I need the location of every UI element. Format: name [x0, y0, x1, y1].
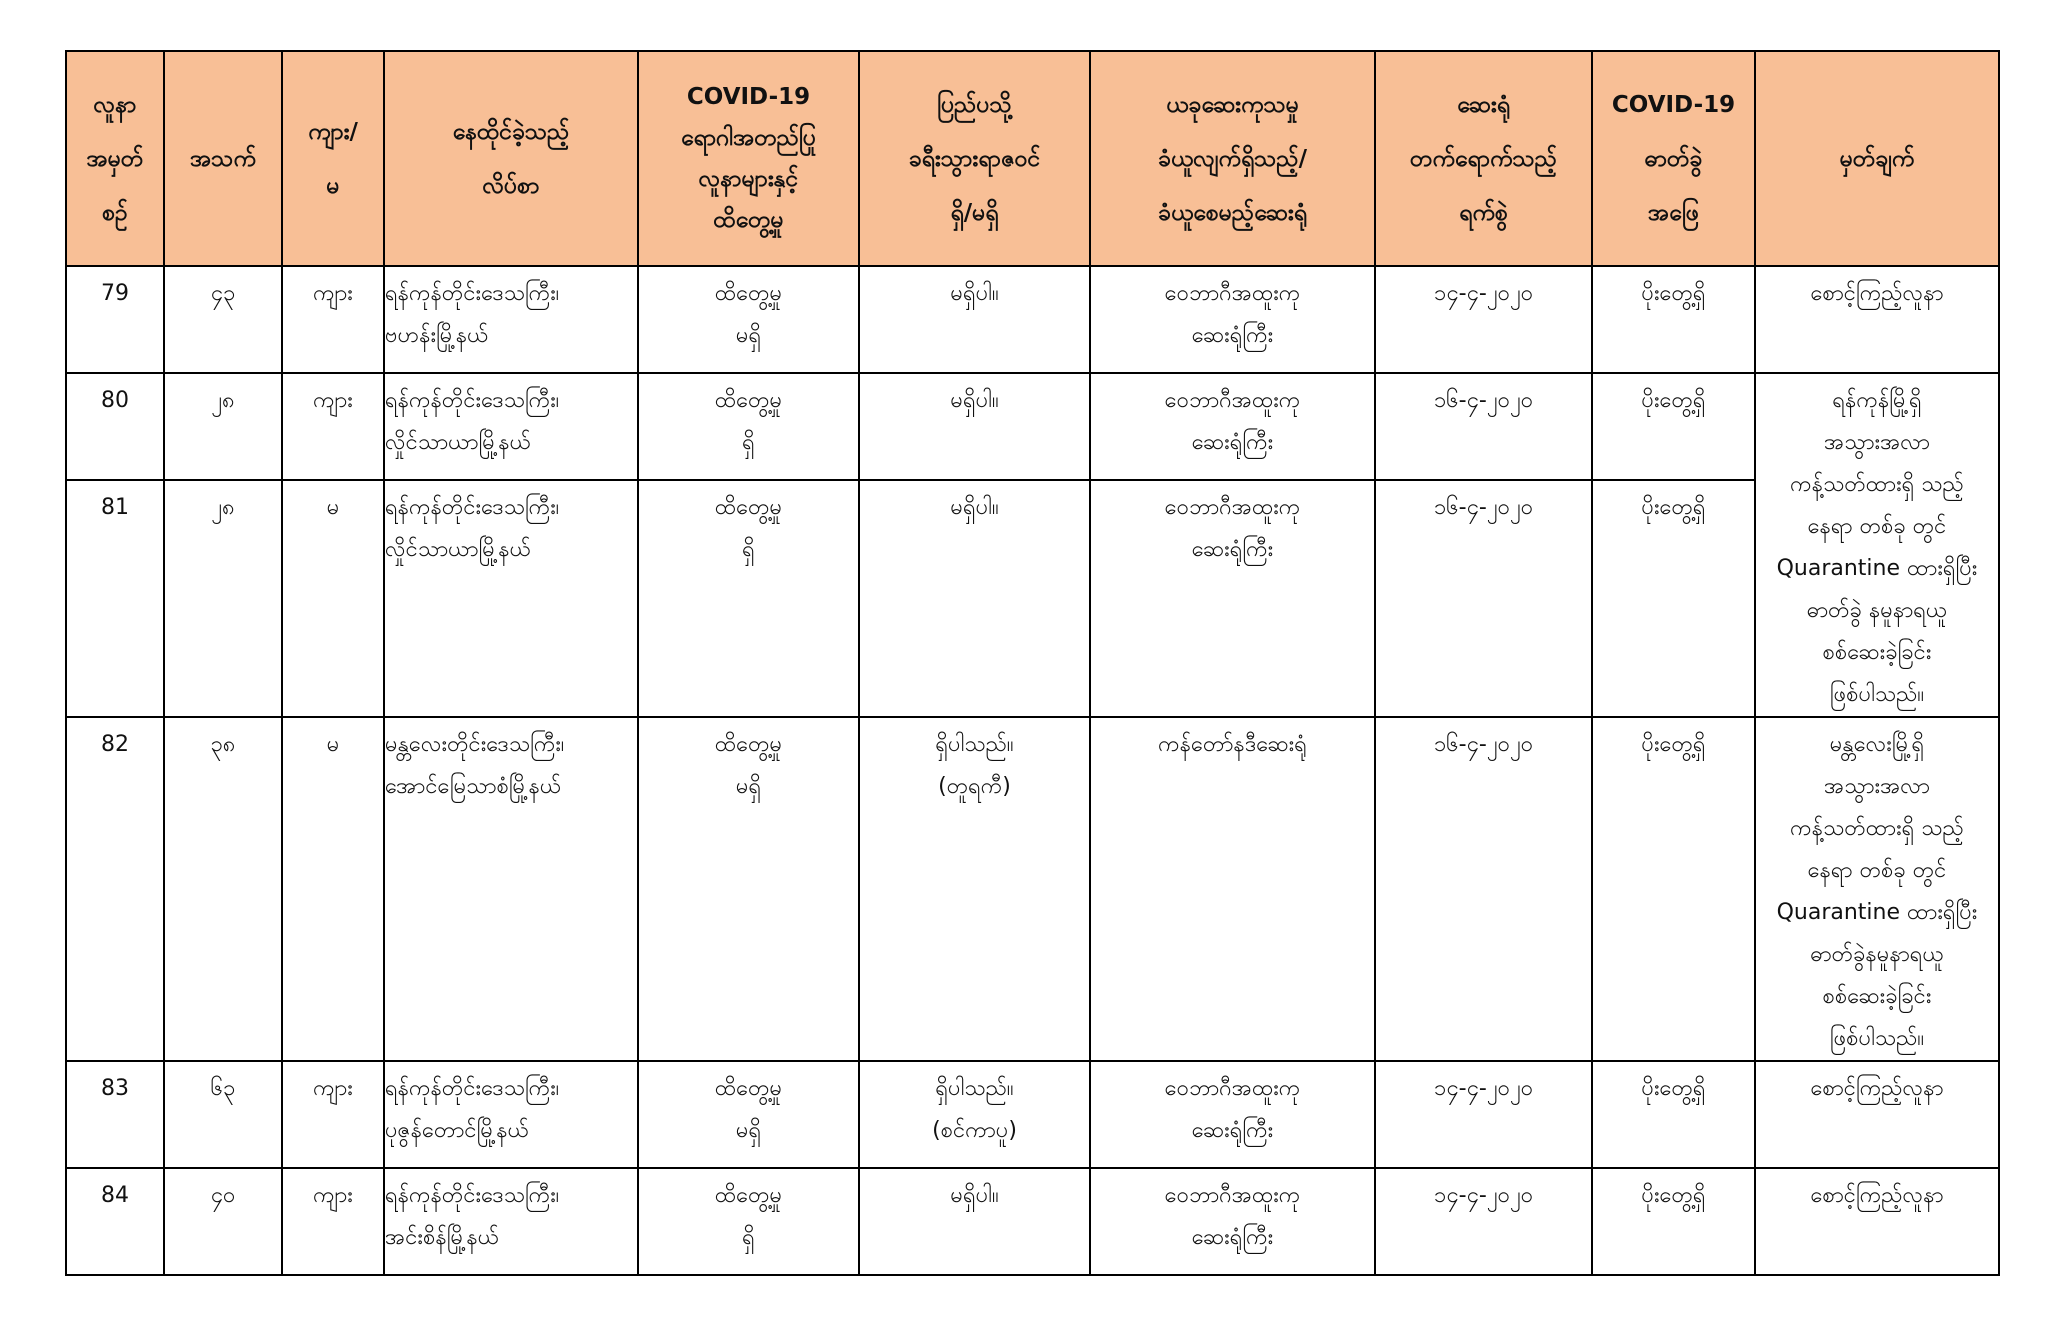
cell-address: ရန်ကုန်တိုင်းဒေသကြီး၊ ပုဇွန်တောင်မြို့နယ်	[384, 1061, 638, 1168]
cell-result: ပိုးတွေ့ရှိ	[1592, 717, 1755, 1061]
cell-travel: ရှိပါသည်။ (တူရကီ)	[859, 717, 1090, 1061]
cell-travel: မရှိပါ။	[859, 373, 1090, 480]
cell-sex: ကျား	[282, 1061, 384, 1168]
cell-result: ပိုးတွေ့ရှိ	[1592, 1168, 1755, 1275]
cell-age: ၂၈	[164, 480, 282, 717]
cell-contact: ထိတွေ့မှု မရှိ	[638, 266, 859, 373]
cell-date: ၁၆-၄-၂၀၂၀	[1375, 373, 1592, 480]
cell-sex: မ	[282, 480, 384, 717]
cell-hospital: ဝေဘာဂီအထူးကု ဆေးရုံကြီး	[1090, 480, 1375, 717]
header-contact: COVID-19 ရောဂါအတည်ပြု လူနာများနှင့် ထိတွေ့မှု	[638, 51, 859, 266]
cell-result: ပိုးတွေ့ရှိ	[1592, 1061, 1755, 1168]
cell-hospital: ကန်တော်နဒီဆေးရုံ	[1090, 717, 1375, 1061]
cell-remark: ရန်ကုန်မြို့ရှိ အသွားအလာ ကန့်သတ်ထားရှိ သည့် နေရာ တစ်ခု တွင် Quarantine ထားရှိပြီး ဓာတ်ခွဲ နမူနာရယူ စစ်ဆေးခဲ့ခြင်း ဖြစ်ပါသည်။	[1755, 373, 1999, 717]
header-patient-no: လူနာ အမှတ် စဉ်	[66, 51, 164, 266]
cell-contact: ထိတွေ့မှု မရှိ	[638, 1061, 859, 1168]
cell-remark: စောင့်ကြည့်လူနာ	[1755, 266, 1999, 373]
cell-no: 82	[66, 717, 164, 1061]
covid-cases-table	[65, 50, 2000, 1276]
header-age: အသက်	[164, 51, 282, 266]
cell-age: ၃၈	[164, 717, 282, 1061]
cell-age: ၂၈	[164, 373, 282, 480]
cell-remark: စောင့်ကြည့်လူနာ	[1755, 1168, 1999, 1275]
header-hospital: ယခုဆေးကုသမှု ခံယူလျက်ရှိသည့်/ ခံယူစေမည့်ဆေးရုံ	[1090, 51, 1375, 266]
cell-date: ၁၆-၄-၂၀၂၀	[1375, 480, 1592, 717]
cell-address: မန္တလေးတိုင်းဒေသကြီး၊ အောင်မြေသာစံမြို့နယ်	[384, 717, 638, 1061]
cell-sex: ကျား	[282, 373, 384, 480]
cell-travel: ရှိပါသည်။ (စင်ကာပူ)	[859, 1061, 1090, 1168]
cell-hospital: ဝေဘာဂီအထူးကု ဆေးရုံကြီး	[1090, 373, 1375, 480]
cell-age: ၄၀	[164, 1168, 282, 1275]
cell-contact: ထိတွေ့မှု ရှိ	[638, 1168, 859, 1275]
cell-address: ရန်ကုန်တိုင်းဒေသကြီး၊ လှိုင်သာယာမြို့နယ်	[384, 373, 638, 480]
cell-address: ရန်ကုန်တိုင်းဒေသကြီး၊ အင်းစိန်မြို့နယ်	[384, 1168, 638, 1275]
table-row	[66, 266, 1999, 373]
cell-no: 84	[66, 1168, 164, 1275]
header-admission-date: ဆေးရုံ တက်ရောက်သည့် ရက်စွဲ	[1375, 51, 1592, 266]
cell-travel: မရှိပါ။	[859, 480, 1090, 717]
header-remark: မှတ်ချက်	[1755, 51, 1999, 266]
cell-date: ၁၄-၄-၂၀၂၀	[1375, 1168, 1592, 1275]
table-row	[66, 480, 1999, 717]
cell-address: ရန်ကုန်တိုင်းဒေသကြီး၊ လှိုင်သာယာမြို့နယ်	[384, 480, 638, 717]
cell-result: ပိုးတွေ့ရှိ	[1592, 480, 1755, 717]
table-row	[66, 717, 1999, 1061]
cell-sex: ကျား	[282, 266, 384, 373]
cell-result: ပိုးတွေ့ရှိ	[1592, 266, 1755, 373]
cell-no: 80	[66, 373, 164, 480]
cell-travel: မရှိပါ။	[859, 266, 1090, 373]
cell-contact: ထိတွေ့မှု ရှိ	[638, 480, 859, 717]
cell-hospital: ဝေဘာဂီအထူးကု ဆေးရုံကြီး	[1090, 1061, 1375, 1168]
cell-hospital: ဝေဘာဂီအထူးကု ဆေးရုံကြီး	[1090, 1168, 1375, 1275]
cell-hospital: ဝေဘာဂီအထူးကု ဆေးရုံကြီး	[1090, 266, 1375, 373]
cell-sex: ကျား	[282, 1168, 384, 1275]
cell-date: ၁၆-၄-၂၀၂၀	[1375, 717, 1592, 1061]
cell-age: ၄၃	[164, 266, 282, 373]
header-sex: ကျား/ မ	[282, 51, 384, 266]
header-lab-result: COVID-19 ဓာတ်ခွဲ အဖြေ	[1592, 51, 1755, 266]
cell-contact: ထိတွေ့မှု မရှိ	[638, 717, 859, 1061]
cell-remark: စောင့်ကြည့်လူနာ	[1755, 1061, 1999, 1168]
cell-sex: မ	[282, 717, 384, 1061]
table-row	[66, 1061, 1999, 1168]
table-header-row	[66, 51, 1999, 266]
header-travel-history: ပြည်ပသို့ ခရီးသွားရာဇဝင် ရှိ/မရှိ	[859, 51, 1090, 266]
cell-age: ၆၃	[164, 1061, 282, 1168]
cell-remark: မန္တလေးမြို့ရှိ အသွားအလာ ကန့်သတ်ထားရှိ သည့် နေရာ တစ်ခု တွင် Quarantine ထားရှိပြီး ဓာတ်ခွဲနမူနာရယူ စစ်ဆေးခဲ့ခြင်း ဖြစ်ပါသည်။	[1755, 717, 1999, 1061]
cell-contact: ထိတွေ့မှု ရှိ	[638, 373, 859, 480]
cell-no: 83	[66, 1061, 164, 1168]
cell-date: ၁၄-၄-၂၀၂၀	[1375, 1061, 1592, 1168]
header-address: နေထိုင်ခဲ့သည့် လိပ်စာ	[384, 51, 638, 266]
cell-result: ပိုးတွေ့ရှိ	[1592, 373, 1755, 480]
cell-address: ရန်ကုန်တိုင်းဒေသကြီး၊ ဗဟန်းမြို့နယ်	[384, 266, 638, 373]
table-row	[66, 373, 1999, 480]
cell-travel: မရှိပါ။	[859, 1168, 1090, 1275]
cell-date: ၁၄-၄-၂၀၂၀	[1375, 266, 1592, 373]
cell-no: 81	[66, 480, 164, 717]
table-row	[66, 1168, 1999, 1275]
cell-no: 79	[66, 266, 164, 373]
